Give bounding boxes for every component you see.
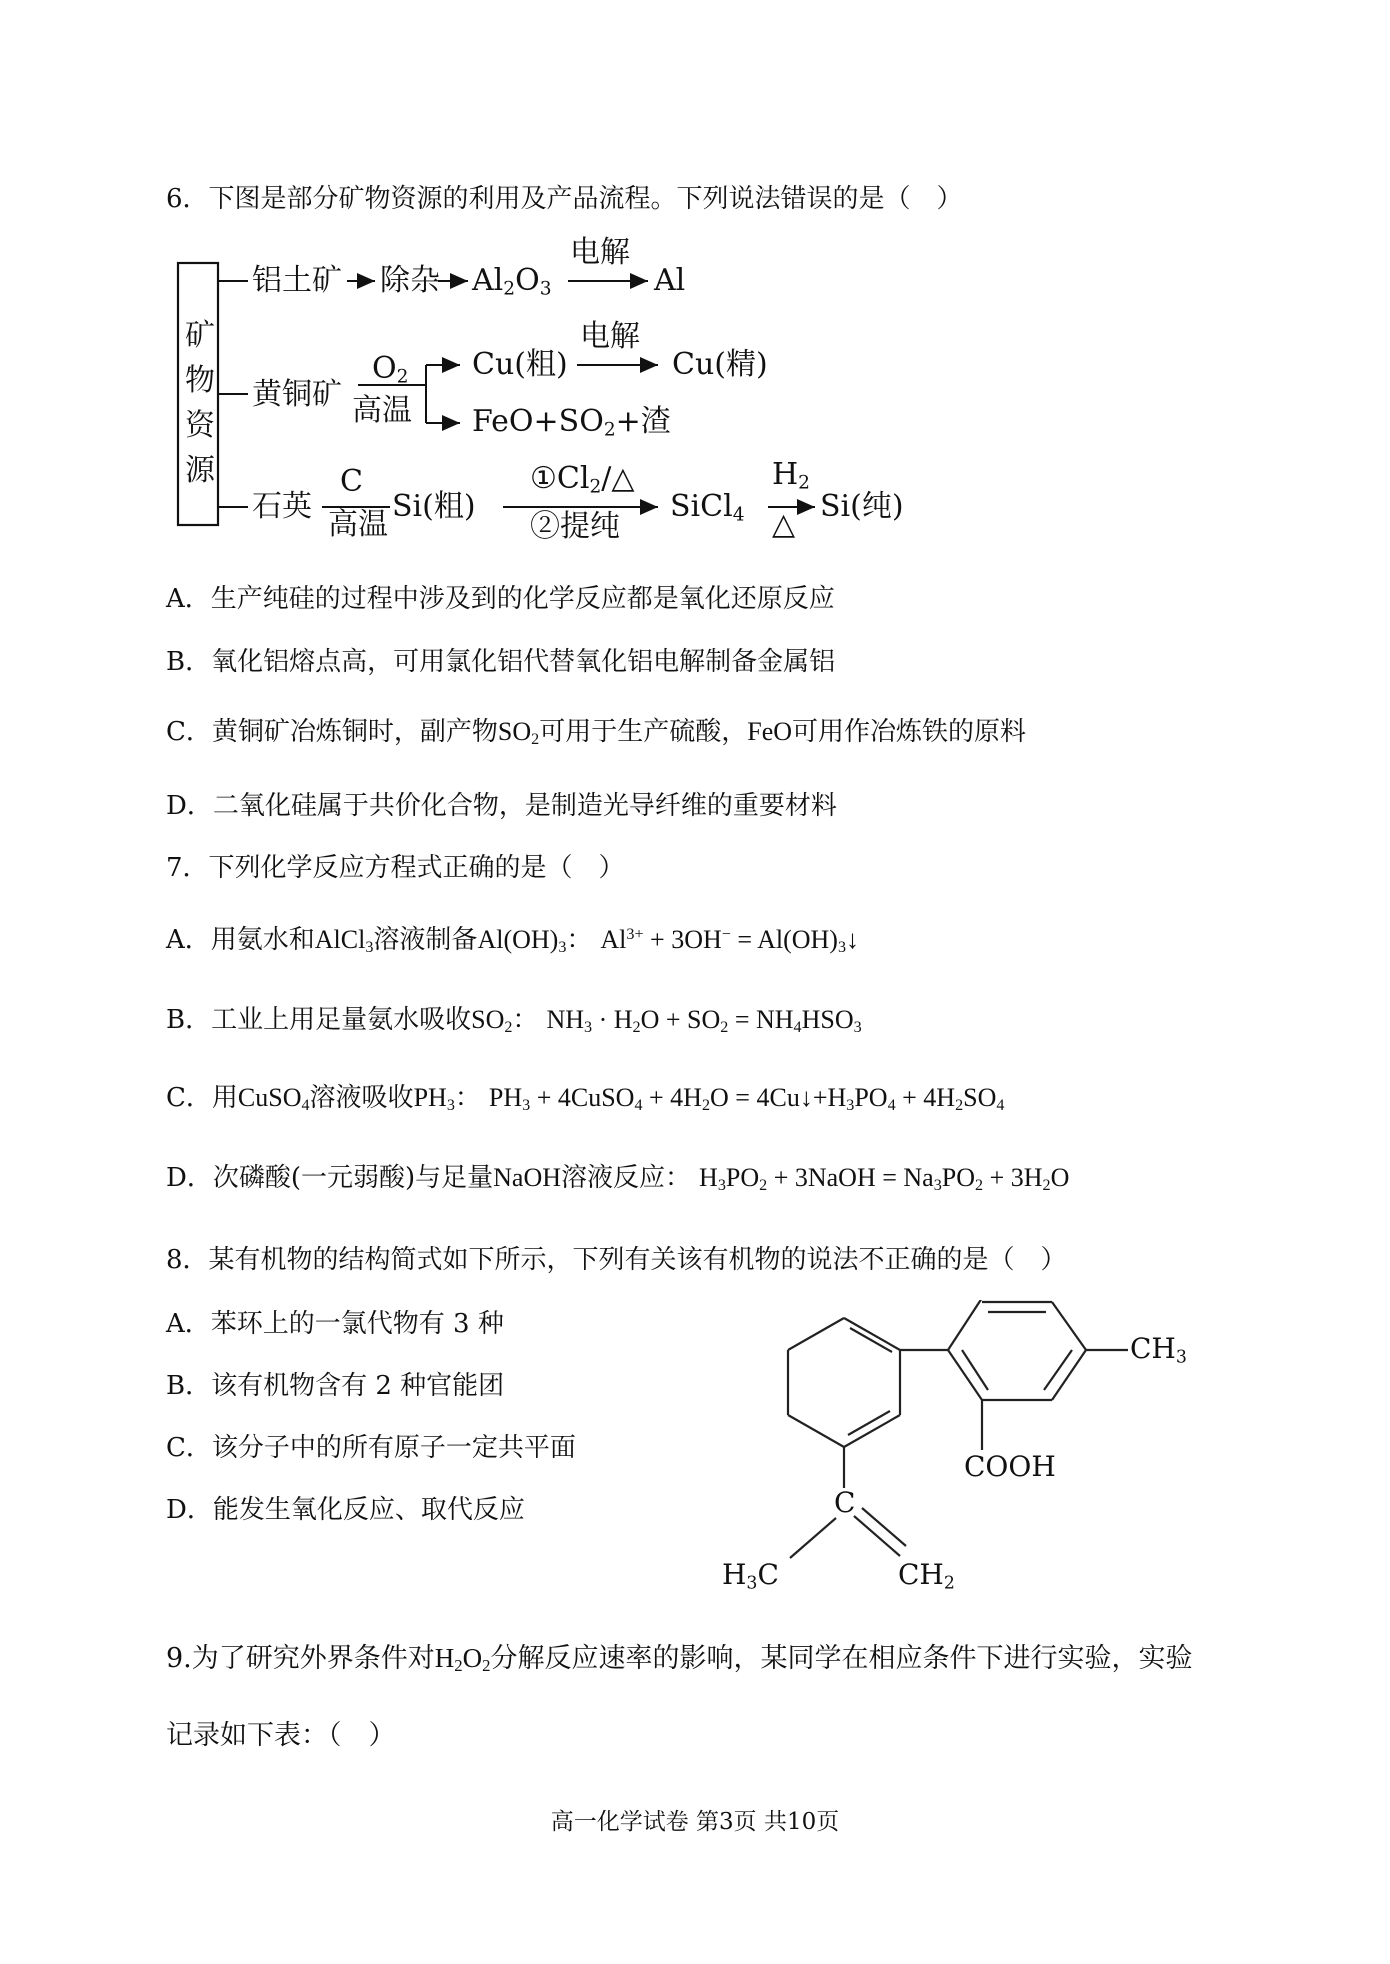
q8-option-c: C．该分子中的所有原子一定共平面 bbox=[166, 1433, 576, 1463]
quartz-label: 石英 bbox=[252, 489, 312, 524]
bauxite-label: 铝土矿 bbox=[252, 263, 342, 298]
q8-option-d: D．能发生氧化反应、取代反应 bbox=[166, 1495, 525, 1525]
side-char: 矿 bbox=[185, 318, 215, 353]
methyl-group: $CH_3$ bbox=[1130, 1332, 1187, 1368]
impurity-removal-label: 除杂 bbox=[380, 263, 440, 298]
oxygen-condition: $O_2$ bbox=[372, 351, 409, 388]
q7-option-c: C．用CuSO$_4$溶液吸收$PH_3$： $PH_3$ + 4CuSO$_4$ + $4H_2O$ = $4Cu↓+H_3PO_4 + 4H_2SO_4$ bbox=[166, 1083, 1005, 1115]
silicon-tetrachloride: SiCl$_4$ bbox=[670, 489, 745, 526]
high-temp-label-2: 高温 bbox=[328, 507, 388, 542]
crude-copper: Cu(粗) bbox=[472, 347, 568, 382]
q8-option-a: A．苯环上的一氯代物有 3 种 bbox=[166, 1309, 504, 1339]
q8-option-b: B．该有机物含有 2 种官能团 bbox=[166, 1371, 505, 1401]
carbon-condition: C bbox=[340, 464, 363, 499]
pure-silicon: Si(纯) bbox=[820, 489, 904, 524]
aluminium-product: Al bbox=[654, 263, 686, 298]
side-char: 资 bbox=[185, 408, 215, 443]
chlorination-condition: $①Cl_2/\triangle$ bbox=[530, 461, 635, 498]
q9-stem-line1: 9.为了研究外界条件对$H_2O_2$分解反应速率的影响，某同学在相应条件下进行实验，实验 bbox=[166, 1643, 1193, 1676]
electrolysis-label-2: 电解 bbox=[580, 319, 640, 354]
q8-stem: 8．某有机物的结构简式如下所示，下列有关该有机物的说法不正确的是（ ） bbox=[166, 1245, 1067, 1275]
q6-option-c: C．黄铜矿冶炼铜时，副产物$SO_2$可用于生产硫酸，FeO可用作冶炼铁的原料 bbox=[166, 717, 1027, 749]
methylene-group: $CH_2$ bbox=[898, 1558, 955, 1594]
feo-so2-slag: $FeO+SO_2+$渣 bbox=[472, 404, 671, 441]
chalcopyrite-label: 黄铜矿 bbox=[252, 377, 342, 412]
hydrogen-condition: $H_2$ bbox=[772, 457, 811, 494]
heat-condition: △ bbox=[772, 507, 796, 542]
alkene-carbon: C bbox=[834, 1486, 856, 1519]
h3c-group: $H_3C$ bbox=[722, 1558, 779, 1594]
side-label bbox=[180, 313, 220, 493]
alumina-formula: $Al_2O_3$ bbox=[472, 263, 552, 300]
q7-option-b: B．工业上用足量氨水吸收$SO_2$： $NH_3 \cdot H_2O + SO_2 = NH_4HSO_3$ bbox=[166, 1005, 862, 1037]
carboxyl-group: COOH bbox=[964, 1450, 1056, 1483]
electrolysis-label-1: 电解 bbox=[570, 235, 630, 270]
refined-copper: Cu(精) bbox=[672, 347, 768, 382]
q7-option-a: A．用氨水和AlCl$_3$溶液制备$Al(OH)_3$： $Al^{3+} + 3OH^-$ = $Al(OH)_3↓$ bbox=[166, 925, 860, 957]
crude-silicon: Si(粗) bbox=[392, 489, 476, 524]
q7-option-d: D．次磷酸(一元弱酸)与足量NaOH溶液反应： $H_3PO_2$ + 3NaOH = $Na_3PO_2 + 3H_2O$ bbox=[166, 1163, 1070, 1195]
q6-stem: 6．下图是部分矿物资源的利用及产品流程。下列说法错误的是（ ） bbox=[166, 184, 963, 214]
side-char: 源 bbox=[185, 453, 215, 488]
q9-stem-line2: 记录如下表：（ ） bbox=[166, 1720, 396, 1751]
q6-option-a: A．生产纯硅的过程中涉及到的化学反应都是氧化还原反应 bbox=[166, 584, 835, 614]
q7-stem: 7．下列化学反应方程式正确的是（ ） bbox=[166, 853, 625, 883]
purification-condition: ②提纯 bbox=[530, 509, 620, 544]
q6-option-d: D．二氧化硅属于共价化合物，是制造光导纤维的重要材料 bbox=[166, 791, 837, 821]
page-footer: 高一化学试卷 第3页 共10页 bbox=[550, 1809, 840, 1835]
q6-option-b: B．氧化铝熔点高，可用氯化铝代替氧化铝电解制备金属铝 bbox=[166, 647, 836, 677]
side-char: 物 bbox=[185, 363, 215, 398]
high-temp-label-1: 高温 bbox=[352, 393, 412, 428]
